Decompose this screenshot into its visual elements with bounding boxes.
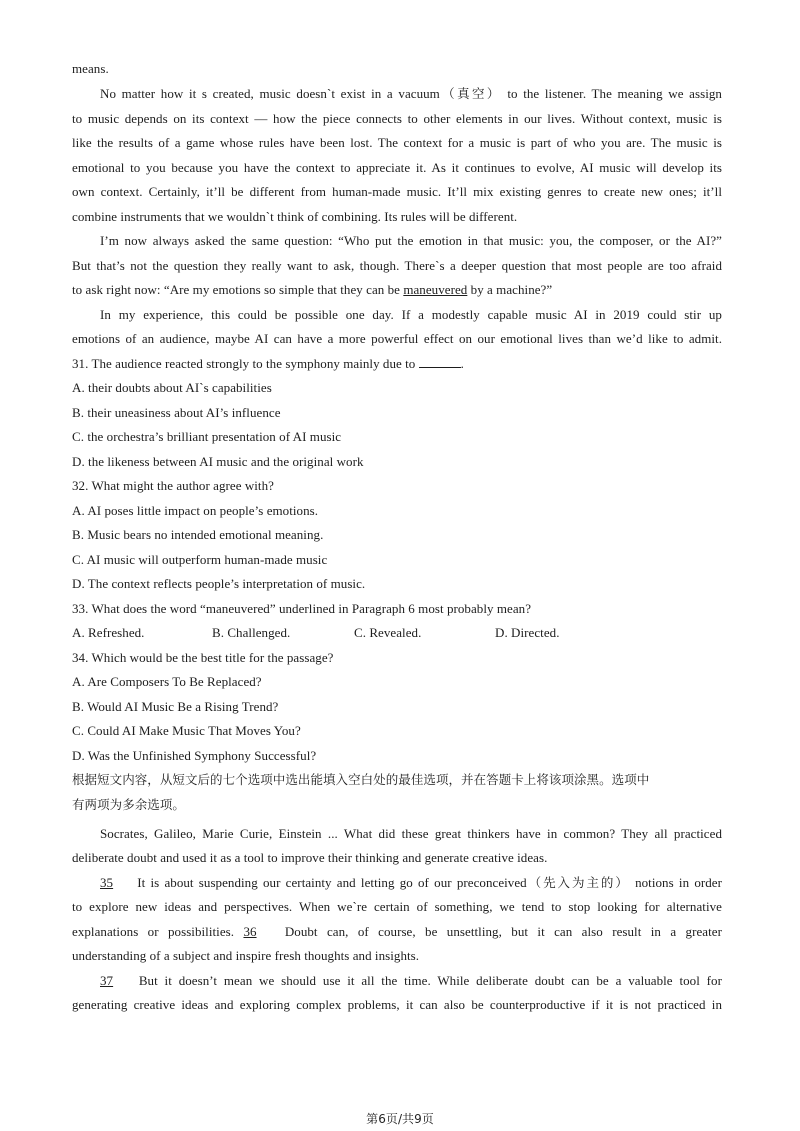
paragraph-5-line-4: emotional to you because you have the context to appreciate it. As it continues to evolve, AI music will develop its: [72, 160, 722, 175]
blank-number-37: 37: [100, 973, 114, 988]
passage2-paragraph-2-line-4: understanding of a subject and inspire fresh thoughts and insights.: [72, 948, 420, 963]
paragraph-6-line-1: I’m now always asked the same question: “Who put the emotion in that music: you, the composer, or the AI?”: [100, 233, 722, 248]
question-34-option-a: A. Are Composers To Be Replaced?: [72, 674, 262, 689]
paragraph-5-line-6: combine instruments that we wouldn`t think of combining. Its rules will be different.: [72, 209, 518, 224]
paragraph-7-line-1: In my experience, this could be possible one day. If a modestly capable music AI in 2019 could stir up: [100, 307, 722, 322]
question-33-option-b: B. Challenged.: [212, 625, 291, 640]
underlined-word-maneuvered: maneuvered: [403, 282, 468, 297]
question-33-option-a: A. Refreshed.: [72, 625, 145, 640]
question-33-option-c: C. Revealed.: [354, 625, 422, 640]
question-32-option-a: A. AI poses little impact on people’s emotions.: [72, 503, 319, 518]
paragraph-5-line-5: own context. Certainly, it’ll be different from human-made music. It’ll mix existing genres to create new ones; it’ll: [72, 184, 722, 199]
paragraph-5-line-2: to music depends on its context — how the piece connects to other elements in our lives. Without context, music is: [72, 111, 722, 126]
passage2-paragraph-2-line-1: 35 It is about suspending our certainty and letting go of our preconceived（先入为主的） notions in order: [100, 875, 722, 890]
blank-number-35: 35: [100, 875, 114, 890]
passage2-paragraph-3-line-1: 37 But it doesn’t mean we should use it all the time. While deliberate doubt can be a valuable tool for: [100, 973, 722, 988]
question-31-option-a: A. their doubts about AI`s capabilities: [72, 380, 272, 395]
section-instruction-line-1: 根据短文内容，从短文后的七个选项中选出能填入空白处的最佳选项，并在答题卡上将该项涂黑。选项中: [72, 772, 650, 787]
page-number-footer: 第6页/共9页: [366, 1112, 434, 1126]
question-34-option-d: D. Was the Unfinished Symphony Successful?: [72, 748, 317, 763]
passage2-paragraph-1-line-2: deliberate doubt and used it as a tool to improve their thinking and generate creative ideas.: [72, 850, 548, 865]
passage2-paragraph-2-line-2: to explore new ideas and perspectives. When we`re certain of something, we tend to stop looking for alternative: [72, 899, 722, 914]
question-32-stem: 32. What might the author agree with?: [72, 478, 274, 493]
question-33-option-d: D. Directed.: [495, 625, 560, 640]
question-31-option-d: D. the likeness between AI music and the original work: [72, 454, 364, 469]
blank-number-36: 36: [243, 924, 257, 939]
passage2-paragraph-1-line-1: Socrates, Galileo, Marie Curie, Einstein ... What did these great thinkers have in common? They all practiced: [100, 826, 722, 841]
passage-fragment: means.: [72, 61, 109, 76]
section-instruction-line-2: 有两项为多余选项。: [72, 797, 185, 812]
question-34-stem: 34. Which would be the best title for the passage?: [72, 650, 334, 665]
question-32-option-c: C. AI music will outperform human-made music: [72, 552, 328, 567]
paragraph-6-line-2: But that’s not the question they really want to ask, though. There`s a deeper question that most people are too afraid: [72, 258, 722, 273]
paragraph-6-line-3: to ask right now: “Are my emotions so simple that they can be maneuvered by a machine?”: [72, 282, 553, 297]
question-34-option-b: B. Would AI Music Be a Rising Trend?: [72, 699, 279, 714]
passage2-paragraph-2-line-3: explanations or possibilities. 36 Doubt can, of course, be unsettling, but it can also result in a greater: [72, 924, 722, 939]
passage2-paragraph-3-line-2: generating creative ideas and exploring complex problems, it can also be counterproductive if it is not practiced in: [72, 997, 722, 1012]
question-32-option-d: D. The context reflects people’s interpretation of music.: [72, 576, 366, 591]
question-32-option-b: B. Music bears no intended emotional meaning.: [72, 527, 324, 542]
question-31-stem: 31. The audience reacted strongly to the symphony mainly due to .: [72, 356, 464, 371]
paragraph-7-line-2: emotions of an audience, maybe AI can have a more powerful effect on our emotional lives than we’d like to admit.: [72, 331, 722, 346]
question-31-option-c: C. the orchestra’s brilliant presentation of AI music: [72, 429, 342, 444]
question-31-option-b: B. their uneasiness about AI’s influence: [72, 405, 281, 420]
question-34-option-c: C. Could AI Make Music That Moves You?: [72, 723, 301, 738]
paragraph-5-line-3: like the results of a game whose rules have been lost. The context for a music is part of who you are. The music is: [72, 135, 722, 150]
paragraph-5-line-1: No matter how it s created, music doesn`t exist in a vacuum（真空） to the listener. The meaning we assign: [100, 86, 722, 101]
question-33-stem: 33. What does the word “maneuvered” underlined in Paragraph 6 most probably mean?: [72, 601, 532, 616]
answer-blank: [419, 356, 461, 368]
